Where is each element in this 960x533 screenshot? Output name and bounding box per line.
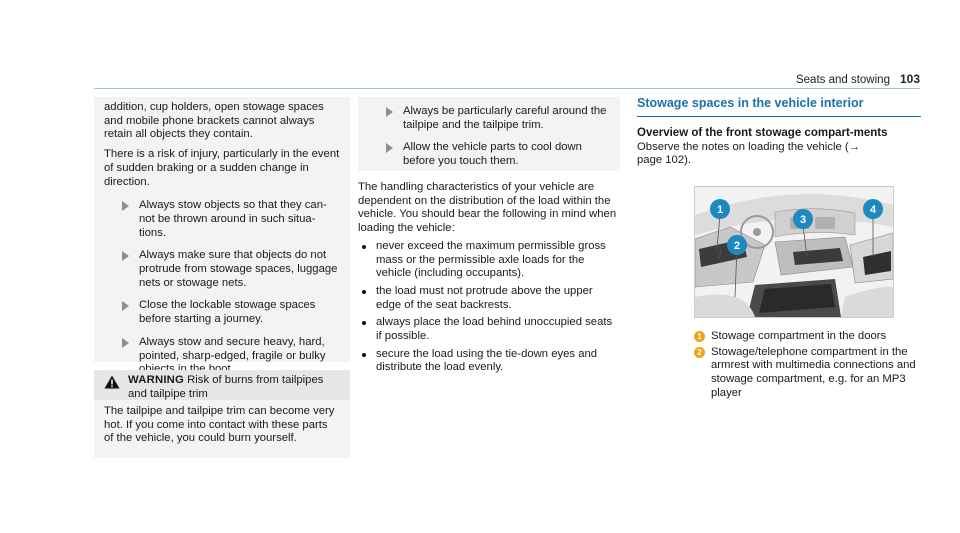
list-item: Always make sure that objects do not protrude from stowage spaces, luggage nets or stowage nets.: [104, 249, 340, 290]
triangle-bullet-icon: [122, 251, 129, 261]
legend-number: 2: [694, 347, 705, 358]
figure-legend: [694, 330, 924, 403]
stowage-section: [637, 96, 921, 168]
legend-item: [694, 330, 924, 344]
intro-paragraph-2: There is a risk of injury, particularly in the event of sudden braking or a sudden change in direction.: [104, 148, 340, 188]
callout-label: 1: [716, 204, 724, 216]
triangle-bullet-icon: [122, 201, 129, 211]
loading-section: [358, 181, 620, 379]
list-item: always place the load behind unoccupied seats if possible.: [358, 316, 620, 343]
car-interior-drawing: [695, 187, 893, 317]
bullet-dot-icon: [362, 290, 366, 294]
warning-title: Risk of burns from tailpipes and tailpipe trim: [128, 374, 324, 400]
burn-warning-box: [94, 370, 350, 458]
list-item: Always be particularly careful around the tailpipe and the tailpipe trim.: [368, 105, 610, 132]
list-item: never exceed the maximum permissible gross mass or the permissible axle loads for the vehicle (including occupants).: [358, 240, 620, 281]
warning-continuation-box-2: [358, 97, 620, 171]
callout-label: 3: [799, 214, 807, 226]
triangle-bullet-icon: [386, 143, 393, 153]
list-item: Always stow and secure heavy, hard, pointed, sharp-edged, fragile or bulky: [104, 336, 340, 377]
warning-continuation-box: [94, 97, 350, 362]
list-item: Always stow objects so that they can-not be thrown around in such situa-tions.: [104, 199, 340, 240]
callout-label: 4: [869, 204, 877, 216]
bullet-dot-icon: [362, 353, 366, 357]
warning-label: WARNING: [128, 374, 184, 386]
bullet-dot-icon: [362, 321, 366, 325]
section-rule: [637, 116, 921, 117]
section-title: Stowage spaces in the vehicle interior: [637, 96, 864, 110]
intro-paragraph-1: addition, cup holders, open stowage spaces and mobile phone brackets cannot always retain all objects they contain.: [104, 101, 324, 141]
header-rule: [94, 88, 920, 89]
interior-illustration: [694, 186, 894, 318]
list-item: the load must not protrude above the upper edge of the seat backrests.: [358, 285, 620, 312]
loading-list: [358, 240, 620, 375]
loading-paragraph: The handling characteristics of your vehicle are dependent on the distribution of the load within the vehicle. You should bear the following in mind when loading the vehicle:: [358, 181, 617, 235]
warning-triangle-icon: [104, 375, 120, 389]
triangle-bullet-icon: [386, 107, 393, 117]
legend-number: 1: [694, 331, 705, 342]
legend-item: [694, 346, 924, 401]
bullet-dot-icon: [362, 245, 366, 249]
warning-header: [94, 370, 350, 400]
list-item: Allow the vehicle parts to cool down before you touch them.: [368, 141, 610, 168]
warning-body: The tailpipe and tailpipe trim can become very hot. If you come into contact with these parts of the vehicle, you could burn yourself.: [104, 405, 335, 445]
triangle-bullet-icon: [122, 338, 129, 348]
list-item: secure the load using the tie-down eyes and distribute the load evenly.: [358, 348, 620, 375]
section-name: Seats and stowing: [795, 74, 890, 86]
legend-text: Stowage/telephone compartment in the armrest with multimedia connections and stowage compartment, e.g. for an MP3 player: [711, 345, 916, 399]
running-header: [796, 72, 920, 86]
legend-text: Stowage compartment in the doors: [711, 330, 887, 342]
list-item: Close the lockable stowage spaces before starting a journey.: [104, 299, 340, 326]
callout-label: 2: [733, 240, 741, 252]
loading-note: Observe the notes on loading the vehicle (→ page 102).: [637, 140, 860, 167]
triangle-bullet-icon: [122, 301, 129, 311]
page-number: 103: [899, 72, 920, 86]
sub-title: Overview of the front stowage compart-ments: [637, 127, 888, 139]
